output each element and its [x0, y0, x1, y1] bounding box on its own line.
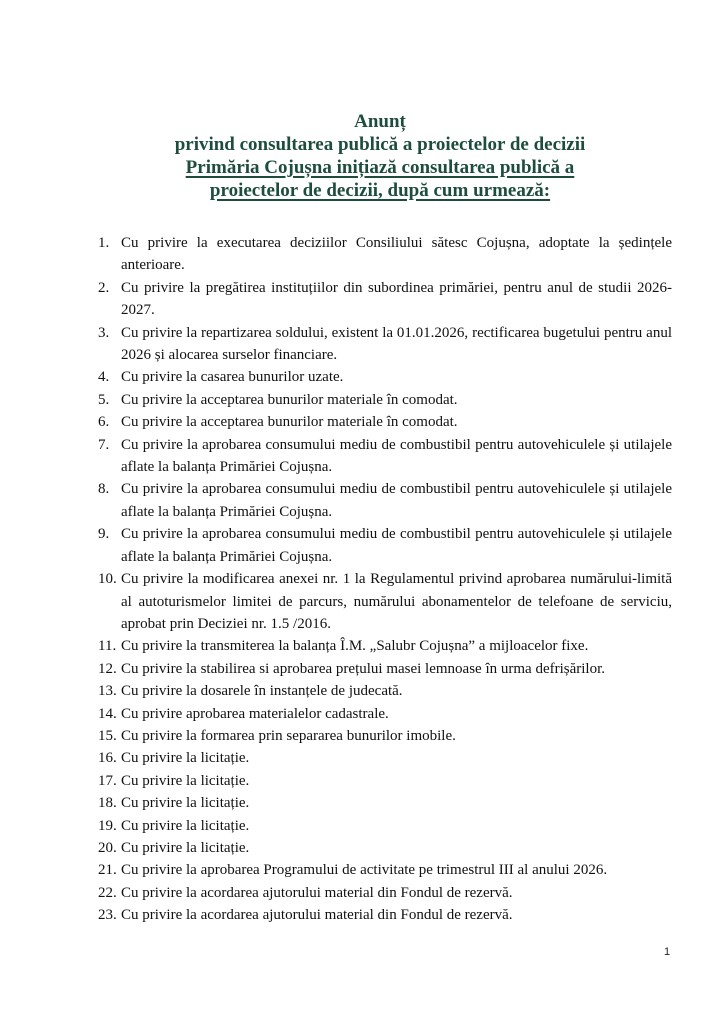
list-item: [0, 658, 672, 680]
heading-subtitle: privind consultarea publică a proiectelor de decizii: [174, 134, 586, 155]
list-item: [0, 770, 672, 792]
list-item: [0, 792, 672, 814]
list-item: [0, 859, 672, 881]
list-item-text: Cu privire la aprobarea Programului de activitate pe trimestrul III al anului 2026.: [121, 862, 608, 879]
heading-intro-line-2: proiectelor de decizii, după cum urmează:: [209, 180, 551, 201]
list-item-number: 2.: [98, 279, 110, 296]
list-item-number: 15.: [98, 727, 117, 744]
list-item-number: 3.: [98, 324, 110, 341]
page-number: 1: [664, 946, 671, 958]
list-item-number: 1.: [98, 235, 110, 251]
list-item-number: 7.: [98, 436, 110, 453]
list-item-text: Cu privire la acceptarea bunurilor materiale în comodat.: [121, 391, 458, 408]
list-item-text: Cu privire la dosarele în instanțele de judecată.: [121, 683, 403, 700]
list-item: [0, 478, 672, 523]
list-item-text: Cu privire la aprobarea consumului mediu de combustibil pentru autovehiculele și utilajele aflate la balanța Primăriei Cojușna.: [121, 526, 672, 565]
list-item-text: Cu privire la pregătirea instituțiilor din subordinea primăriei, pentru anul de studii 2026-2027.: [121, 279, 672, 319]
list-item-text: Cu privire la casarea bunurilor uzate.: [121, 369, 344, 386]
list-item: [0, 815, 672, 837]
list-item: [0, 635, 672, 657]
list-item-number: 13.: [98, 683, 117, 700]
list-item-text: Cu privire la licitație.: [121, 817, 250, 834]
list-item-text: Cu privire la licitație.: [121, 772, 250, 789]
list-item-number: 21.: [98, 862, 117, 879]
heading-title: Anunț: [354, 111, 406, 132]
list-item: [0, 434, 672, 479]
decision-projects-list: [0, 232, 672, 927]
list-item: [0, 389, 672, 411]
list-item: [0, 680, 672, 702]
list-item-number: 5.: [98, 391, 110, 408]
list-item-number: 17.: [98, 772, 117, 789]
list-item-number: 4.: [98, 369, 110, 386]
list-item-number: 20.: [98, 839, 117, 856]
list-item: [0, 523, 672, 568]
list-item-number: 8.: [98, 481, 110, 498]
list-item: [0, 904, 672, 926]
list-item-number: 10.: [98, 571, 117, 588]
list-item-number: 22.: [98, 884, 117, 901]
list-item: [0, 837, 672, 859]
list-item-number: 16.: [98, 750, 117, 767]
list-item-text: Cu privire la aprobarea consumului mediu de combustibil pentru autovehiculele și utilajele aflate la balanța Primăriei Cojușna.: [121, 436, 672, 476]
list-item-text: Cu privire la repartizarea soldului, existent la 01.01.2026, rectificarea bugetului pentru anul 2026 și alocarea surselor financiare.: [121, 324, 672, 364]
list-item-text: Cu privire la licitație.: [121, 795, 250, 812]
list-item-text: Cu privire la licitație.: [121, 750, 250, 767]
announcement-heading: [100, 110, 660, 202]
list-item-text: Cu privire la transmiterea la balanța Î.M. „Salubr Cojușna” a mijloacelor fixe.: [121, 638, 589, 655]
list-item-text: Cu privire la acordarea ajutorului material din Fondul de rezervă.: [121, 884, 513, 901]
list-item: [0, 232, 672, 277]
list-item-number: 12.: [98, 660, 117, 677]
heading-intro-line-1: Primăria Cojușna inițiază consultarea publică a: [185, 157, 575, 178]
list-item-text: Cu privire la licitație.: [121, 839, 250, 856]
list-item: [0, 725, 672, 747]
list-item-text: Cu privire la executarea deciziilor Consiliului sătesc Cojușna, adoptate la ședințele anterioare.: [121, 235, 672, 274]
list-item: [0, 703, 672, 725]
list-item-text: Cu privire la formarea prin separarea bunurilor imobile.: [121, 727, 456, 744]
list-item-text: Cu privire la stabilirea si aprobarea prețului masei lemnoase în urma defrișărilor.: [121, 660, 605, 677]
list-item: [0, 747, 672, 769]
list-item: [0, 366, 672, 388]
list-item-number: 6.: [98, 414, 110, 431]
list-item-number: 18.: [98, 795, 117, 812]
list-item-text: Cu privire la acordarea ajutorului material din Fondul de rezervă.: [121, 907, 513, 924]
list-item-number: 9.: [98, 526, 110, 543]
list-item-number: 11.: [98, 638, 117, 655]
list-item: [0, 882, 672, 904]
list-item-number: 19.: [98, 817, 117, 834]
list-item: [0, 322, 672, 367]
list-item-text: Cu privire la aprobarea consumului mediu de combustibil pentru autovehiculele și utilajele aflate la balanța Primăriei Cojușna.: [121, 481, 672, 520]
list-item-text: Cu privire aprobarea materialelor cadastrale.: [121, 705, 389, 722]
list-item-text: Cu privire la acceptarea bunurilor materiale în comodat.: [121, 414, 458, 431]
list-item: [0, 411, 672, 433]
list-item-number: 23.: [98, 907, 117, 924]
list-item: [0, 277, 672, 322]
list-item-text: Cu privire la modificarea anexei nr. 1 la Regulamentul privind aprobarea numărului-limită al autoturismelor limitei de parcurs, numărului abonamentelor de telefoane de serviciu, aprobat prin Deciziei nr. 1.5 /2016.: [121, 571, 672, 632]
list-item-number: 14.: [98, 705, 117, 722]
list-item: [0, 568, 672, 635]
